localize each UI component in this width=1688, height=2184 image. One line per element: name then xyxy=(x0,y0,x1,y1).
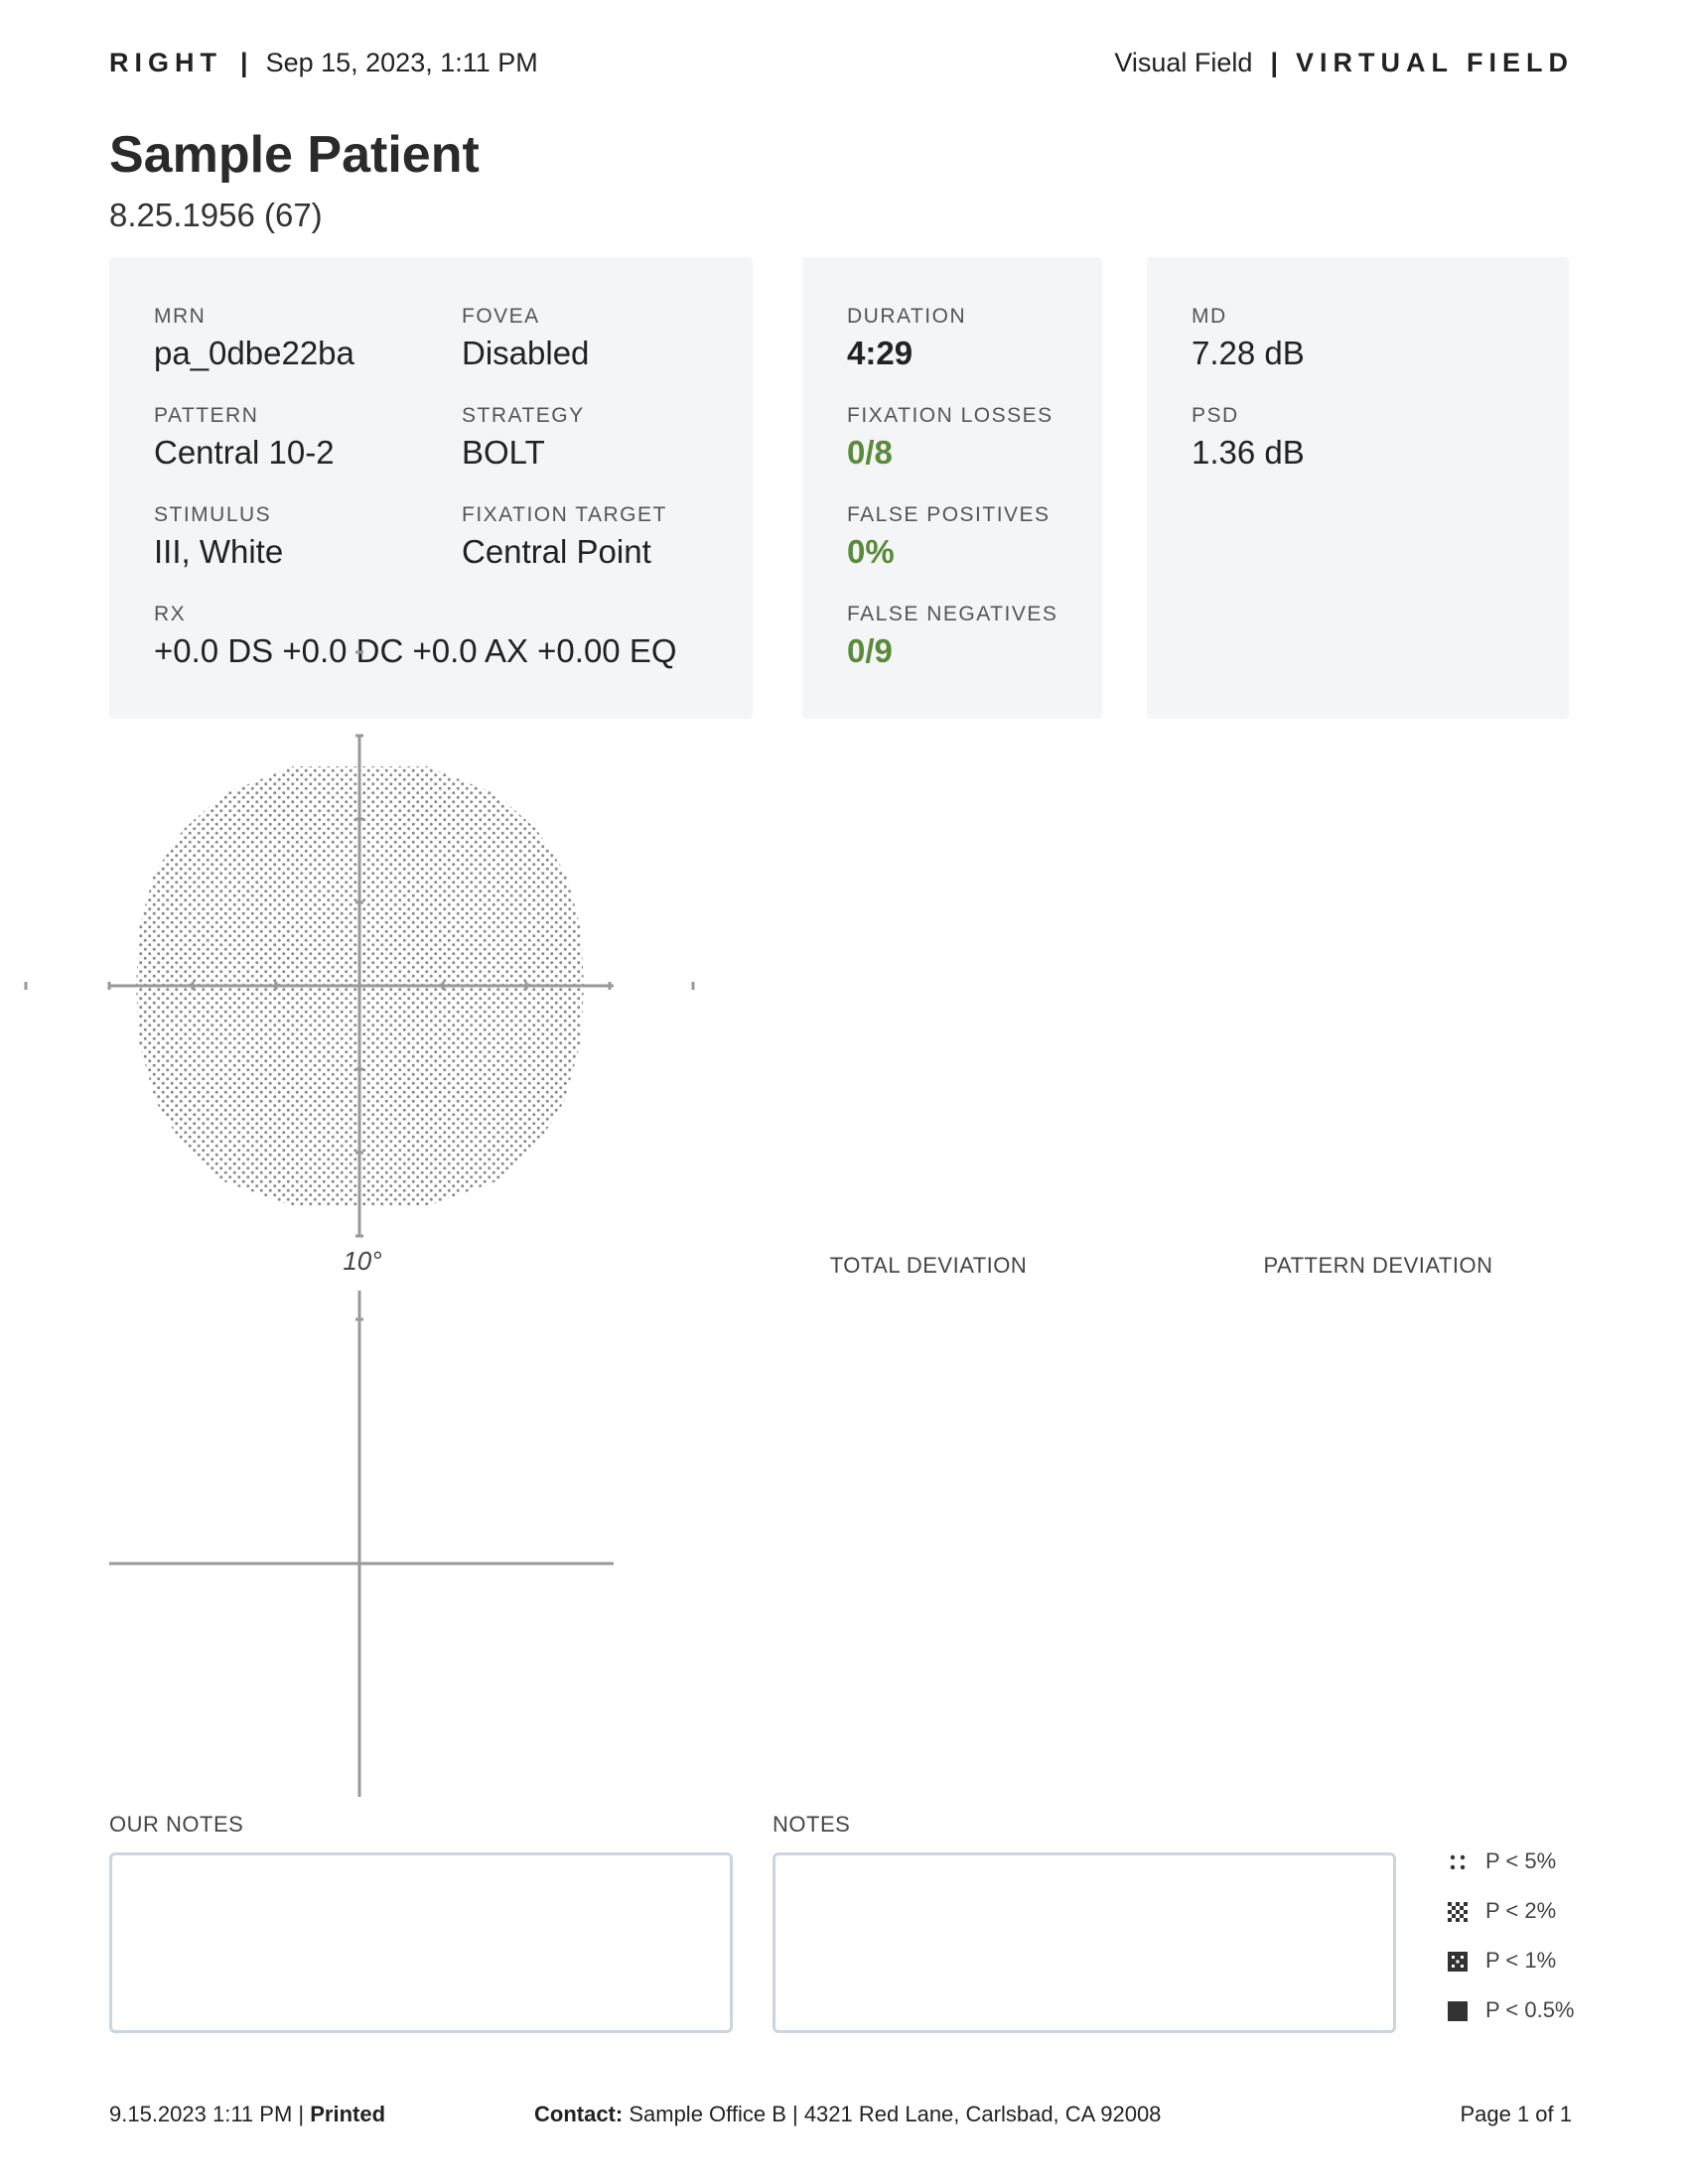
duration-label: DURATION xyxy=(847,305,967,328)
fixation-target-value: Central Point xyxy=(462,533,651,570)
mrn-value: pa_0dbe22ba xyxy=(154,335,354,371)
total-deviation-title: TOTAL DEVIATION xyxy=(829,1253,1028,1278)
grayscale-scale-label: 10° xyxy=(343,1246,382,1276)
false-negatives-label: FALSE NEGATIVES xyxy=(847,603,1058,625)
legend-p1 xyxy=(1448,1948,1556,1974)
our-notes-box[interactable] xyxy=(109,1852,733,2033)
our-notes-label: OUR NOTES xyxy=(109,1812,244,1837)
notes-box[interactable] xyxy=(773,1852,1396,2033)
notes-label: NOTES xyxy=(773,1812,851,1837)
legend-p05 xyxy=(1448,1997,1575,2023)
strategy-value: BOLT xyxy=(462,434,545,471)
printed-info xyxy=(109,2102,385,2127)
fixation-losses-value: 0/8 xyxy=(847,434,893,471)
md-label: MD xyxy=(1192,305,1227,328)
test-datetime: Sep 15, 2023, 1:11 PM xyxy=(265,48,538,77)
pattern-value: Central 10-2 xyxy=(154,434,335,471)
report-header-right: Visual Field | VIRTUAL FIELD xyxy=(1114,48,1574,77)
patient-name: Sample Patient xyxy=(109,126,480,184)
fixation-target-label: FIXATION TARGET xyxy=(462,503,667,526)
contact-value: Sample Office B | 4321 Red Lane, Carlsbad, CA 92008 xyxy=(623,2102,1162,2126)
grayscale-map xyxy=(26,652,693,1319)
stimulus-label: STIMULUS xyxy=(154,503,272,526)
fovea-label: FOVEA xyxy=(462,305,540,328)
patient-dob: 8.25.1956 (67) xyxy=(109,197,323,233)
psd-value: 1.36 dB xyxy=(1192,434,1305,471)
report-header-left: RIGHT | Sep 15, 2023, 1:11 PM xyxy=(109,48,538,77)
false-positives-value: 0% xyxy=(847,533,895,570)
legend-p2-label: P < 2% xyxy=(1485,1898,1557,1923)
legend-p2 xyxy=(1448,1898,1556,1924)
page-number: Page 1 of 1 xyxy=(1460,2102,1572,2126)
contact-info xyxy=(534,2102,1161,2127)
psd-label: PSD xyxy=(1192,404,1239,427)
stimulus-value: III, White xyxy=(154,533,284,570)
eye-label: RIGHT xyxy=(109,48,222,77)
legend-p5-label: P < 5% xyxy=(1485,1848,1557,1873)
mrn-label: MRN xyxy=(154,305,207,328)
strategy-label: STRATEGY xyxy=(462,404,585,427)
p5-symbol-icon xyxy=(1448,1852,1468,1872)
legend-p1-label: P < 1% xyxy=(1485,1948,1557,1973)
test-type: Visual Field xyxy=(1114,48,1253,77)
rx-label: RX xyxy=(154,603,187,625)
duration-value: 4:29 xyxy=(847,335,914,371)
false-positives-label: FALSE POSITIVES xyxy=(847,503,1051,526)
legend-p5 xyxy=(1448,1848,1556,1874)
md-value: 7.28 dB xyxy=(1192,335,1305,371)
legend-p05-label: P < 0.5% xyxy=(1485,1997,1575,2022)
p1-symbol-icon xyxy=(1448,1952,1468,1972)
fixation-losses-label: FIXATION LOSSES xyxy=(847,404,1054,427)
pattern-deviation-title: PATTERN DEVIATION xyxy=(1263,1253,1493,1278)
pattern-label: PATTERN xyxy=(154,404,259,427)
brand-name: VIRTUAL FIELD xyxy=(1296,48,1574,77)
rx-value: +0.0 DS +0.0 DC +0.0 AX +0.00 EQ xyxy=(154,632,677,669)
sensitivity-values-grid xyxy=(109,1291,614,1797)
false-negatives-value: 0/9 xyxy=(847,632,893,669)
p05-symbol-icon xyxy=(1448,2001,1468,2021)
printed-time: 9.15.2023 1:11 PM | xyxy=(109,2102,311,2126)
contact-label: Contact: xyxy=(534,2102,624,2126)
printed-label: Printed xyxy=(310,2102,386,2126)
fovea-value: Disabled xyxy=(462,335,590,371)
p2-symbol-icon xyxy=(1448,1902,1468,1922)
